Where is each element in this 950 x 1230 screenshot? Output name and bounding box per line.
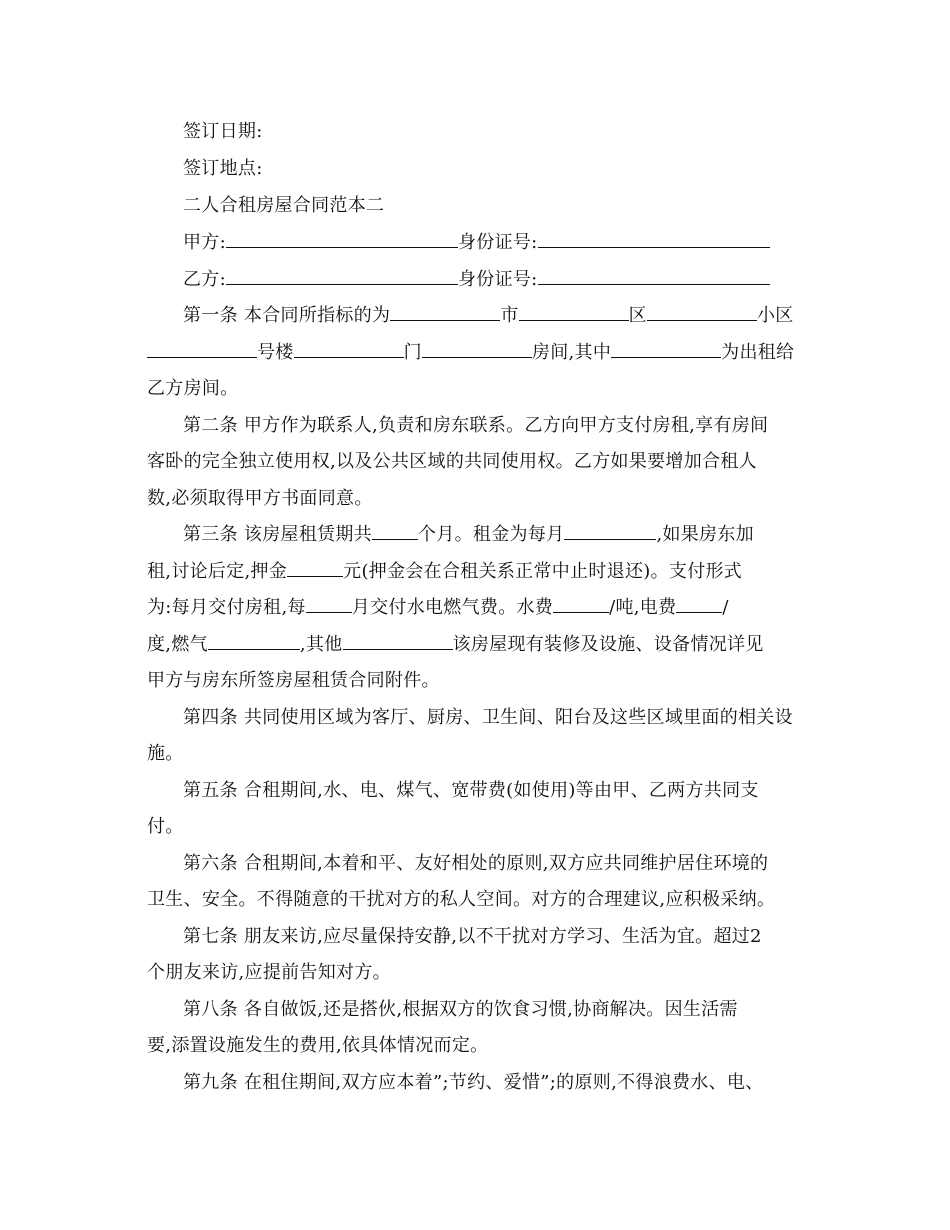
- article-1-line-3: [147, 377, 807, 401]
- sign-place-label: 签订地点:: [183, 158, 263, 179]
- article-3-text: 甲方与房东所签房屋租赁合同附件。: [147, 670, 440, 691]
- article-4-text: 施。: [147, 743, 184, 764]
- article-2-text: 第二条 甲方作为联系人,负责和房东联系。乙方向甲方支付房租,享有房间: [183, 415, 769, 436]
- community-blank: [647, 304, 757, 321]
- article-3-text: 个月。租金为每月: [418, 524, 565, 545]
- party-b-id-label: 身份证号:: [457, 269, 538, 290]
- article-5-line-2: [147, 815, 807, 839]
- party-b-label: 乙方:: [183, 269, 226, 290]
- gas-fee-blank: [208, 633, 300, 650]
- party-b-line: [183, 268, 843, 292]
- article-3-text: 租,讨论后定,押金: [147, 561, 288, 582]
- unit-blank: [294, 341, 404, 358]
- rented-room-label: 为出租给: [721, 342, 795, 363]
- article-7-text: 个朋友来访,应提前告知对方。: [147, 962, 391, 983]
- party-a-id-label: 身份证号:: [457, 232, 538, 253]
- article-5-line-1: [183, 779, 843, 803]
- article-3-text: /: [722, 597, 729, 618]
- article-5-text: 第五条 合租期间,水、电、煤气、宽带费(如使用)等由甲、乙两方共同支: [183, 780, 759, 801]
- district-blank: [519, 304, 629, 321]
- unit-label: 门: [403, 342, 422, 363]
- article-3-line-4: [147, 633, 807, 657]
- district-label: 区: [628, 305, 647, 326]
- party-a-name-blank: [226, 231, 458, 248]
- city-blank: [390, 304, 500, 321]
- building-label: 号楼: [257, 342, 294, 363]
- article-8-line-2: [147, 1034, 807, 1058]
- room-blank: [422, 341, 532, 358]
- party-b-id-blank: [538, 268, 770, 285]
- party-a-line: [183, 231, 843, 255]
- article-3-line-3: [147, 596, 807, 620]
- article-2-text: 数,必须取得甲方书面同意。: [147, 488, 373, 509]
- article-7-text: 第七条 朋友来访,应尽量保持安静,以不干扰对方学习、生活为宜。超过2: [183, 926, 762, 947]
- water-fee-blank: [553, 596, 609, 613]
- article-3-line-1: [183, 523, 843, 547]
- article-5-text: 付。: [147, 816, 184, 837]
- article-3-text: 第三条 该房屋租赁期共: [183, 524, 373, 545]
- article-1-text: 第一条 本合同所指标的为: [183, 305, 391, 326]
- sign-date-label: 签订日期:: [183, 121, 263, 142]
- electricity-fee-blank: [676, 596, 722, 613]
- article-3-text: 为:每月交付房租,每: [147, 597, 306, 618]
- other-fee-blank: [343, 633, 453, 650]
- lease-months-blank: [372, 523, 418, 540]
- article-3-text: 该房屋现有装修及设施、设备情况详见: [452, 634, 764, 655]
- deposit-blank: [287, 560, 343, 577]
- party-a-label: 甲方:: [183, 232, 226, 253]
- article-7-line-1: [183, 925, 843, 949]
- article-8-text: 第八条 各自做饭,还是搭伙,根据双方的饮食习惯,协商解决。因生活需: [183, 999, 738, 1020]
- article-4-line-1: [183, 706, 843, 730]
- article-2-line-3: [147, 487, 807, 511]
- article-9-text: 第九条 在租住期间,双方应本着”;节约、爱惜”;的原则,不得浪费水、电、: [183, 1072, 764, 1093]
- article-3-text: ,如果房东加: [656, 524, 754, 545]
- party-a-id-blank: [538, 231, 770, 248]
- article-3-text: 元(押金会在合租关系正常中止时退还)。支付形式: [343, 561, 743, 582]
- article-3-text: 度,燃气: [147, 634, 208, 655]
- building-blank: [147, 341, 257, 358]
- article-1-line-2: [147, 341, 807, 365]
- rented-room-blank: [611, 341, 721, 358]
- article-3-text: ,其他: [299, 634, 343, 655]
- article-1-line-1: [183, 304, 843, 328]
- article-1-text-end: 乙方房间。: [147, 378, 239, 399]
- article-4-line-2: [147, 742, 807, 766]
- article-8-text: 要,添置设施发生的费用,依具体情况而定。: [147, 1035, 489, 1056]
- community-label: 小区: [756, 305, 794, 326]
- city-label: 市: [500, 305, 519, 326]
- document-title-text: 二人合租房屋合同范本二: [183, 195, 385, 216]
- article-6-line-1: [183, 852, 843, 876]
- article-2-line-1: [183, 414, 843, 438]
- room-label: 房间,其中: [531, 342, 612, 363]
- sign-date-line: [183, 120, 843, 144]
- article-8-line-1: [183, 998, 843, 1022]
- article-4-text: 第四条 共同使用区域为客厅、厨房、卫生间、阳台及这些区域里面的相关设: [183, 707, 793, 728]
- article-3-line-5: [147, 669, 807, 693]
- article-6-text: 卫生、安全。不得随意的干扰对方的私人空间。对方的合理建议,应积极采纳。: [147, 889, 776, 910]
- utility-period-blank: [306, 596, 352, 613]
- article-3-line-2: [147, 560, 807, 584]
- sign-place-line: [183, 157, 843, 181]
- article-3-text: 月交付水电燃气费。水费: [351, 597, 554, 618]
- party-b-name-blank: [226, 268, 458, 285]
- article-9-line-1: [183, 1071, 843, 1095]
- article-6-line-2: [147, 888, 807, 912]
- article-7-line-2: [147, 961, 807, 985]
- monthly-rent-blank: [564, 523, 656, 540]
- article-6-text: 第六条 合租期间,本着和平、友好相处的原则,双方应共同维护居住环境的: [183, 853, 769, 874]
- article-2-line-2: [147, 450, 807, 474]
- article-2-text: 客卧的完全独立使用权,以及公共区域的共同使用权。乙方如果要增加合租人: [147, 451, 757, 472]
- document-title: [183, 194, 843, 218]
- article-3-text: /吨,电费: [609, 597, 677, 618]
